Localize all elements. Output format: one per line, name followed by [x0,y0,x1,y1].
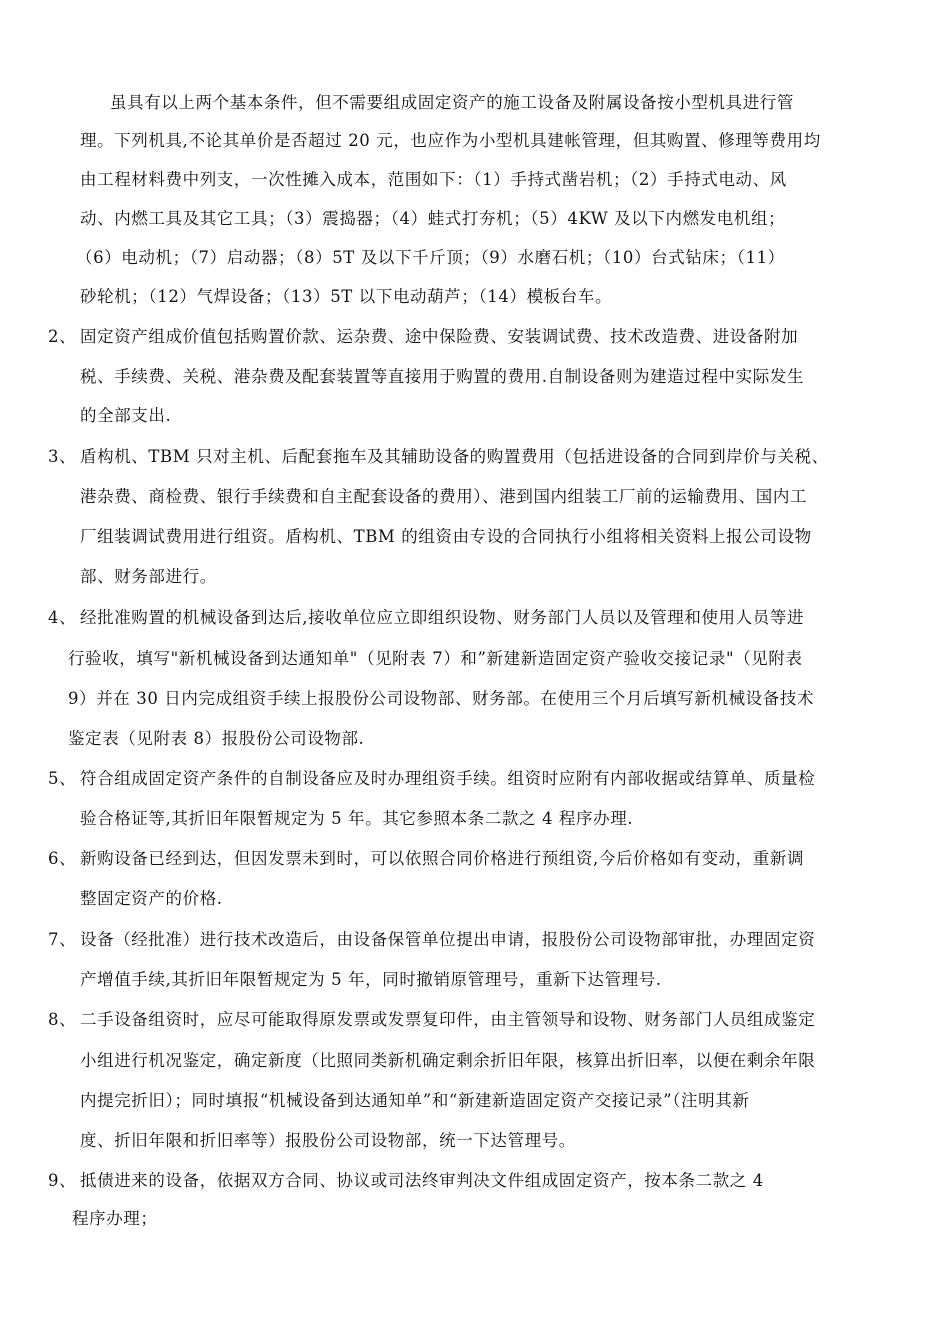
item-7-line-1: 设备（经批准）进行技术改造后，由设备保管单位提出申请，报股份公司设物部审批，办理固定资 [80,930,816,949]
item-9-line-1: 抵债进来的设备，依据双方合同、协议或司法终审判决文件组成固定资产，按本条二款之 4 [80,1171,764,1190]
item-8-line-4: 度、折旧年限和折旧率等）报股份公司设物部，统一下达管理号。 [80,1131,576,1150]
item-4-line-1: 经批准购置的机械设备到达后,接收单位应立即组织设物、财务部门人员以及管理和使用人员等进 [80,608,805,627]
item-4-line-2: 行验收，填写"新机械设备到达通知单"（见附表 7）和”新建新造固定资产验收交接记录"（见附表 [68,649,803,668]
item-2-number: 2、 [48,327,77,346]
item-4-number: 4、 [48,608,77,627]
item-5-number: 5、 [48,769,77,788]
item-2-line-3: 的全部支出. [80,406,172,425]
item-3-line-3: 厂组装调试费用进行组资。盾构机、TBM 的组资由专设的合同执行小组将相关资料上报公司设物 [80,527,812,546]
item-6-line-2: 整固定资产的价格. [80,889,223,908]
item-8-number: 8、 [48,1010,77,1029]
item-9-line-2: 程序办理； [72,1209,158,1228]
item-9-number: 9、 [48,1171,77,1190]
item-3-line-1: 盾构机、TBM 只对主机、后配套拖车及其辅助设备的购置费用（包括进设备的合同到岸价与关税、 [80,447,829,466]
intro-line-5: （6）电动机；（7）启动器；（8）5T 及以下千斤顶；（9）水磨石机；（10）台式钻床；（11） [76,248,785,267]
item-4-line-4: 鉴定表（见附表 8）报股份公司设物部. [68,729,365,748]
item-5-line-2: 验合格证等,其折旧年限暂规定为 5 年。其它参照本条二款之 4 程序办理. [80,809,634,828]
item-7-number: 7、 [48,930,77,949]
item-2-line-1: 固定资产组成价值包括购置价款、运杂费、途中保险费、安装调试费、技术改造费、进设备附加 [80,327,799,346]
item-6-line-1: 新购设备已经到达，但因发票未到时，可以依照合同价格进行预组资,今后价格如有变动，重新调 [80,849,805,868]
item-5-line-1: 符合组成固定资产条件的自制设备应及时办理组资手续。组资时应附有内部收据或结算单、质量检 [80,769,816,788]
item-3-line-4: 部、财务部进行。 [80,567,217,586]
intro-line-6: 砂轮机；（12）气焊设备；（13）5T 以下电动葫芦；（14）模板台车。 [80,287,613,306]
item-2-line-2: 税、手续费、关税、港杂费及配套装置等直接用于购置的费用.自制设备则为建造过程中实际发生 [80,367,805,386]
intro-line-3: 由工程材料费中列支，一次性摊入成本，范围如下：（1）手持式凿岩机；（2）手持式电动、风 [80,170,787,189]
item-4-line-3: 9）并在 30 日内完成组资手续上报股份公司设物部、财务部。在使用三个月后填写新机械设备技术 [68,689,815,708]
item-8-line-3: 内提完折旧）；同时填报“机械设备到达通知单”和“新建新造固定资产交接记录”（注明其新 [80,1091,750,1110]
intro-line-1: 虽具有以上两个基本条件，但不需要组成固定资产的施工设备及附属设备按小型机具进行管 [110,93,794,112]
item-6-number: 6、 [48,849,77,868]
item-3-number: 3、 [48,447,77,466]
item-8-line-2: 小组进行机况鉴定，确定新度（比照同类新机确定剩余折旧年限，核算出折旧率，以便在剩余年限 [80,1051,816,1070]
item-7-line-2: 产增值手续,其折旧年限暂规定为 5 年，同时撤销原管理号，重新下达管理号. [80,970,662,989]
intro-line-2: 理。下列机具,不论其单价是否超过 20 元，也应作为小型机具建帐管理，但其购置、修理等费用均 [80,131,821,150]
item-8-line-1: 二手设备组资时，应尽可能取得原发票或发票复印件，由主管领导和设物、财务部门人员组成鉴定 [80,1010,816,1029]
item-3-line-2: 港杂费、商检费、银行手续费和自主配套设备的费用）、港到国内组装工厂前的运输费用、国内工 [80,487,808,506]
intro-line-4: 动、内燃工具及其它工具；（3）震捣器；（4）蛙式打夯机；（5）4KW 及以下内燃发电机组； [80,209,786,228]
